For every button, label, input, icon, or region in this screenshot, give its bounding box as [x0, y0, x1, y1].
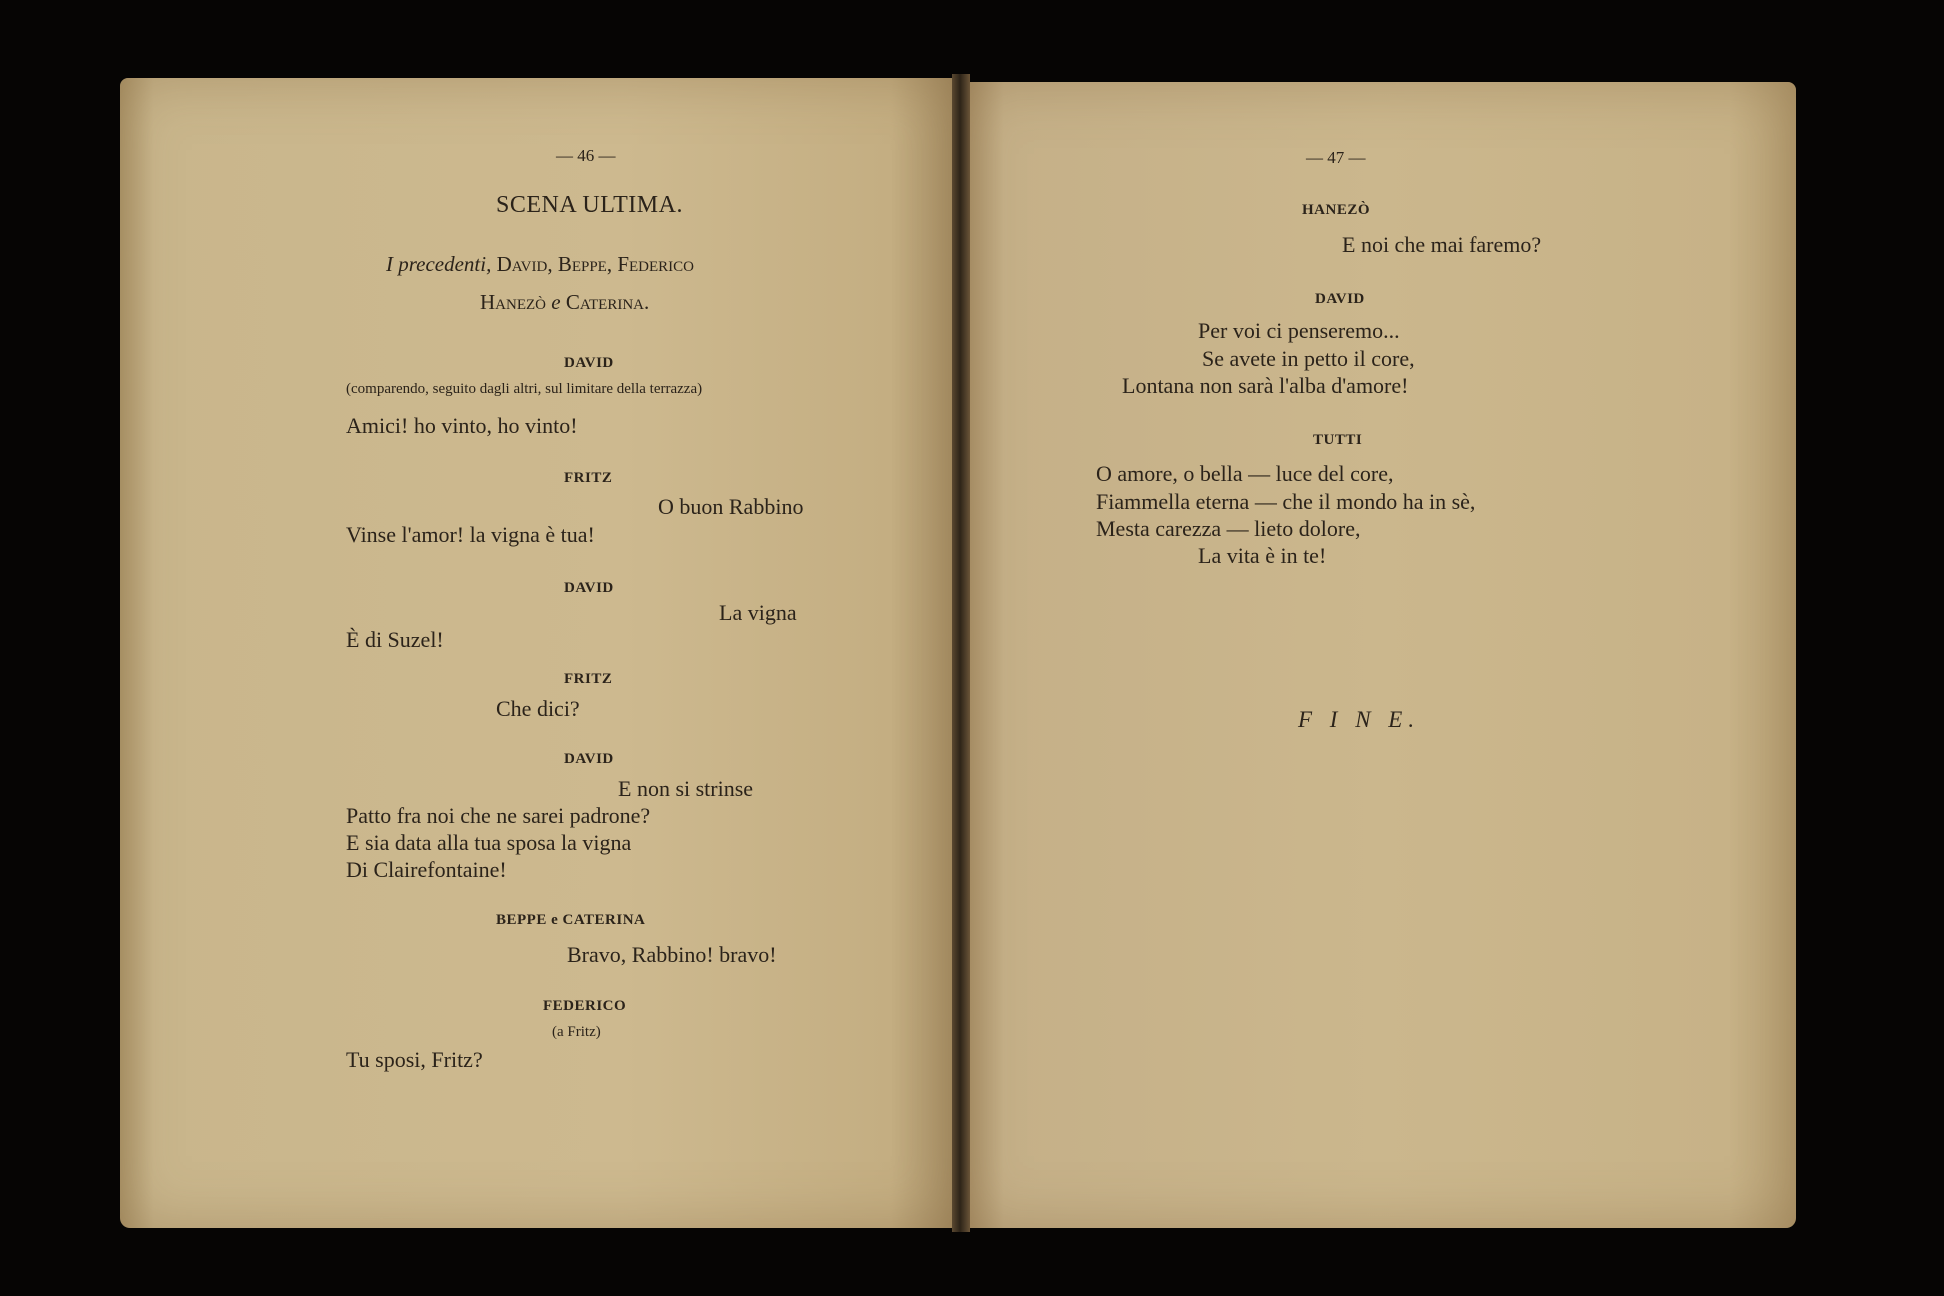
speaker-tutti: TUTTI	[1313, 432, 1363, 448]
verse-line: Che dici?	[496, 696, 580, 721]
speaker-david: DAVID	[564, 355, 614, 371]
verse-line: Mesta carezza — lieto dolore,	[1096, 516, 1361, 541]
verse-line: Vinse l'amor! la vigna è tua!	[346, 522, 595, 547]
cast-line-1	[386, 252, 694, 277]
verse-line: O amore, o bella — luce del core,	[1096, 461, 1394, 486]
verse-line: La vita è in te!	[1198, 543, 1327, 568]
speaker-david: DAVID	[564, 580, 614, 596]
end-mark: F I N E.	[1298, 707, 1421, 732]
verse-line: Se avete in petto il core,	[1202, 346, 1415, 371]
verse-line: Amici! ho vinto, ho vinto!	[346, 413, 578, 438]
verse-line: La vigna	[719, 600, 797, 625]
verse-line: È di Suzel!	[346, 627, 444, 652]
verse-line: Bravo, Rabbino! bravo!	[567, 942, 777, 967]
verse-line: E non si strinse	[618, 776, 754, 801]
speaker-david: DAVID	[1315, 291, 1365, 307]
cast-intro: I precedenti,	[386, 252, 492, 276]
cast-name-caterina: Caterina.	[565, 290, 650, 314]
verse-line: Lontana non sarà l'alba d'amore!	[1122, 373, 1409, 398]
speaker-beppe-caterina: BEPPE e CATERINA	[496, 912, 646, 928]
verse-line: Per voi ci penseremo...	[1198, 318, 1400, 343]
cast-names-1: David, Beppe, Federico	[496, 252, 695, 276]
speaker-federico: FEDERICO	[543, 998, 627, 1014]
cast-conjunction: e	[551, 290, 561, 314]
verse-line: O buon Rabbino	[658, 494, 804, 519]
verse-line: E sia data alla tua sposa la vigna	[346, 830, 632, 855]
page-number-right: — 47 —	[1306, 148, 1366, 167]
verse-line: Di Clairefontaine!	[346, 857, 507, 882]
stage-direction: (comparendo, seguito dagli altri, sul limitare della terrazza)	[346, 381, 703, 397]
verse-line: Fiammella eterna — che il mondo ha in sè,	[1096, 489, 1476, 514]
book-gutter	[952, 74, 970, 1232]
scene-title: SCENA ULTIMA.	[496, 192, 683, 218]
cast-line-2	[480, 290, 649, 315]
verse-line: Tu sposi, Fritz?	[346, 1047, 483, 1072]
speaker-fritz: FRITZ	[564, 470, 613, 486]
speaker-hanezo: HANEZÒ	[1302, 202, 1371, 218]
left-page	[120, 78, 958, 1228]
speaker-fritz: FRITZ	[564, 671, 613, 687]
speaker-david: DAVID	[564, 751, 614, 767]
page-number-left: — 46 —	[556, 146, 616, 165]
cast-name-hanezo: Hanezò	[480, 290, 546, 314]
verse-line: E noi che mai faremo?	[1342, 232, 1542, 257]
verse-line: Patto fra noi che ne sarei padrone?	[346, 803, 651, 828]
stage-direction: (a Fritz)	[552, 1024, 601, 1040]
